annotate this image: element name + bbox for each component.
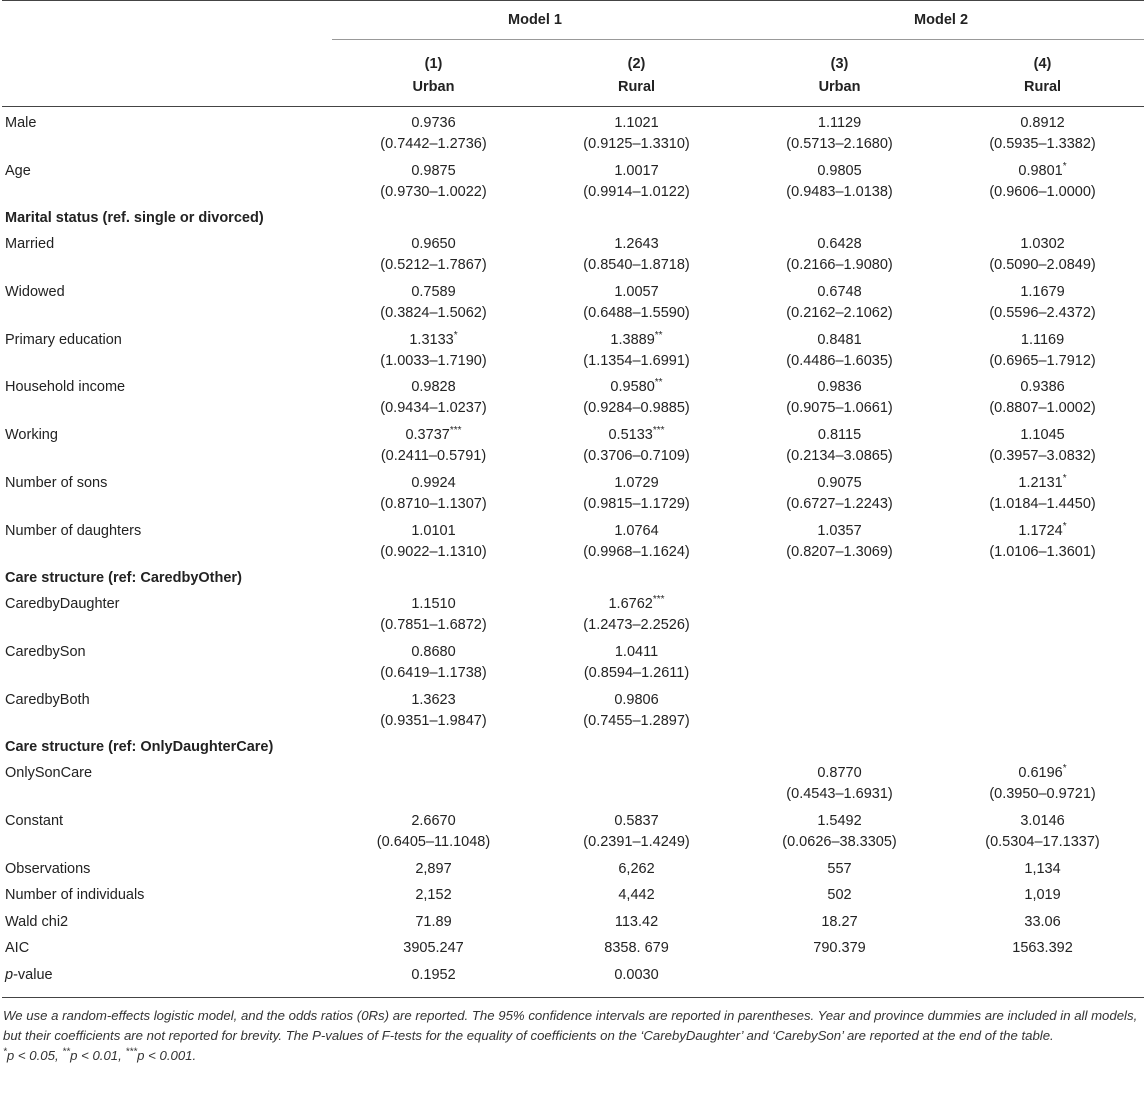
confidence-interval: (0.2391–1.4249) — [583, 833, 690, 850]
table-row — [2, 425, 1144, 473]
stat-value: 8358. 679 — [604, 940, 669, 957]
stat-row — [2, 885, 1144, 912]
odds-ratio: 2.6670 — [411, 812, 456, 829]
stat-value: 2,897 — [415, 860, 452, 877]
coefficient-cell — [738, 811, 941, 859]
confidence-interval: (1.1354–1.6991) — [583, 352, 690, 369]
row-label: Male — [5, 115, 37, 131]
confidence-interval: (0.9606–1.0000) — [989, 183, 1096, 200]
coefficient-cell — [738, 521, 941, 569]
confidence-interval: (1.0106–1.3601) — [989, 543, 1096, 560]
odds-ratio: 1.3133* — [409, 329, 458, 348]
odds-ratio: 0.7589 — [411, 284, 456, 301]
coefficient-cell — [738, 234, 941, 282]
stat-value: 71.89 — [415, 913, 452, 930]
row-label: Married — [5, 236, 55, 253]
model-1-header: Model 1 — [332, 1, 738, 40]
confidence-interval: (0.6727–1.2243) — [786, 495, 893, 512]
coefficient-cell — [941, 642, 1144, 690]
model-2-header: Model 2 — [738, 1, 1144, 40]
pvalue-value: 0.1952 — [411, 966, 456, 983]
confidence-interval: (0.9075–1.0661) — [786, 400, 893, 417]
pvalue-value: 0.0030 — [614, 966, 659, 983]
confidence-interval: (0.5596–2.4372) — [989, 305, 1096, 322]
odds-ratio: 0.9828 — [411, 379, 456, 396]
confidence-interval: (0.5090–2.0849) — [989, 257, 1096, 274]
coefficient-cell — [535, 763, 738, 811]
coefficient-cell — [941, 690, 1144, 738]
coefficient-cell — [332, 425, 535, 473]
column-name: Rural — [1023, 79, 1062, 95]
coefficient-cell — [332, 690, 535, 738]
significance-note: *p < 0.05, **p < 0.01, ***p < 0.001. — [3, 1046, 197, 1064]
column-name: Urban — [412, 79, 455, 95]
confidence-interval: (0.5304–17.1337) — [985, 833, 1100, 850]
pvalue-label: p-value — [5, 966, 53, 983]
confidence-interval: (1.0033–1.7190) — [380, 352, 487, 369]
significance-stars: *** — [652, 594, 665, 606]
confidence-interval: (0.8594–1.2611) — [583, 664, 690, 681]
odds-ratio: 0.5133*** — [608, 425, 665, 444]
odds-ratio: 0.5837 — [614, 812, 659, 829]
odds-ratio: 1.6762*** — [608, 594, 665, 613]
confidence-interval: (0.8710–1.1307) — [380, 495, 487, 512]
confidence-interval: (0.9351–1.9847) — [380, 712, 487, 729]
table-footnote — [0, 998, 1144, 1066]
section-title: Care structure (ref: CaredbyOther) — [5, 570, 242, 587]
coefficient-cell — [332, 234, 535, 282]
coefficient-cell — [535, 811, 738, 859]
odds-ratio: 0.9924 — [411, 474, 456, 491]
coefficient-cell — [332, 594, 535, 642]
confidence-interval: (0.7442–1.2736) — [380, 136, 487, 152]
row-label: Widowed — [5, 284, 65, 301]
confidence-interval: (0.9914–1.0122) — [583, 183, 690, 200]
table-row — [2, 282, 1144, 330]
coefficient-cell — [738, 282, 941, 330]
coefficient-cell — [332, 330, 535, 378]
stat-value: 790.379 — [813, 940, 866, 957]
coefficient-cell — [535, 473, 738, 521]
coefficient-cell — [535, 234, 738, 282]
significance-stars: * — [453, 329, 458, 341]
header-spacer — [2, 1, 332, 40]
column-number: (2) — [627, 56, 646, 72]
odds-ratio: 1.1679 — [1020, 284, 1065, 301]
stat-value: 113.42 — [614, 913, 659, 930]
odds-ratio: 0.8680 — [411, 643, 456, 660]
table-row — [2, 521, 1144, 569]
confidence-interval: (0.7455–1.2897) — [583, 712, 690, 729]
significance-stars: * — [1062, 520, 1067, 532]
confidence-interval: (0.3957–3.0832) — [989, 448, 1096, 465]
confidence-interval: (0.6405–11.1048) — [376, 833, 491, 850]
row-label: Age — [5, 162, 31, 179]
odds-ratio: 1.0411 — [614, 643, 659, 660]
odds-ratio: 1.0302 — [1020, 236, 1065, 253]
odds-ratio: 0.8770 — [817, 765, 862, 782]
row-label: OnlySonCare — [5, 765, 93, 782]
odds-ratio: 1.3623 — [411, 691, 456, 708]
section-header-row — [2, 208, 1144, 234]
confidence-interval: (0.2134–3.0865) — [786, 448, 893, 465]
coefficient-cell — [941, 811, 1144, 859]
odds-ratio: 1.2131* — [1018, 472, 1067, 491]
section-title: Care structure (ref: OnlyDaughterCare) — [5, 739, 274, 756]
coefficient-cell — [941, 161, 1144, 209]
odds-ratio: 1.0357 — [817, 522, 862, 539]
coefficient-cell — [332, 521, 535, 569]
row-label: CaredbySon — [5, 643, 86, 660]
confidence-interval: (0.9284–0.9885) — [583, 400, 690, 417]
coefficient-cell — [332, 811, 535, 859]
odds-ratio: 1.1510 — [411, 596, 456, 613]
odds-ratio: 0.9580** — [610, 377, 663, 396]
coefficient-cell — [738, 330, 941, 378]
stat-value: 3905.247 — [403, 940, 464, 957]
coefficient-cell — [738, 763, 941, 811]
confidence-interval: (0.4543–1.6931) — [786, 786, 893, 803]
confidence-interval: (0.0626–38.3305) — [782, 833, 897, 850]
odds-ratio: 0.8115 — [817, 427, 862, 444]
table-row — [2, 113, 1144, 161]
row-label: Number of sons — [5, 474, 108, 491]
stat-value: 18.27 — [821, 913, 858, 930]
table-body — [2, 107, 1144, 992]
coefficient-cell — [941, 763, 1144, 811]
row-label: Working — [5, 427, 58, 444]
odds-ratio: 1.0057 — [614, 284, 659, 301]
odds-ratio: 0.6428 — [817, 236, 862, 253]
coefficient-cell — [941, 330, 1144, 378]
odds-ratio: 1.0101 — [411, 522, 456, 539]
stat-label: Wald chi2 — [5, 913, 69, 930]
odds-ratio: 1.1724* — [1018, 520, 1067, 539]
coefficient-cell — [941, 521, 1144, 569]
stat-value: 1,134 — [1024, 860, 1061, 877]
row-label: Number of daughters — [5, 522, 142, 539]
confidence-interval: (0.7851–1.6872) — [380, 617, 487, 634]
significance-stars: *** — [652, 425, 665, 437]
column-number: (3) — [830, 56, 849, 72]
coefficient-cell — [941, 594, 1144, 642]
row-label: CaredbyDaughter — [5, 596, 120, 613]
confidence-interval: (0.8207–1.3069) — [786, 543, 893, 560]
coefficient-cell — [738, 161, 941, 209]
confidence-interval: (0.9125–1.3310) — [583, 136, 690, 152]
odds-ratio: 0.6748 — [817, 284, 862, 301]
odds-ratio: 1.1045 — [1020, 427, 1065, 444]
odds-ratio: 1.1169 — [1020, 331, 1065, 348]
odds-ratio: 3.0146 — [1020, 812, 1065, 829]
coefficient-cell — [738, 473, 941, 521]
stat-value: 502 — [827, 887, 852, 904]
odds-ratio: 0.9805 — [817, 162, 862, 179]
odds-ratio: 0.9836 — [817, 379, 862, 396]
column-number: (1) — [424, 56, 443, 72]
row-label: Constant — [5, 812, 64, 829]
table-row — [2, 161, 1144, 209]
stat-row — [2, 859, 1144, 886]
coefficient-cell — [535, 521, 738, 569]
section-title: Marital status (ref. single or divorced) — [5, 210, 264, 227]
pvalue-value — [941, 965, 1144, 992]
confidence-interval: (0.9434–1.0237) — [380, 400, 487, 417]
column-number: (4) — [1033, 56, 1052, 72]
table-row — [2, 811, 1144, 859]
confidence-interval: (0.3950–0.9721) — [989, 786, 1096, 803]
coefficient-cell — [332, 161, 535, 209]
confidence-interval: (0.9730–1.0022) — [380, 183, 487, 200]
confidence-interval: (0.5212–1.7867) — [380, 257, 487, 274]
coefficient-cell — [535, 377, 738, 425]
confidence-interval: (0.2166–1.9080) — [786, 257, 893, 274]
coefficient-cell — [941, 377, 1144, 425]
coefficient-cell — [332, 473, 535, 521]
confidence-interval: (0.6488–1.5590) — [583, 305, 690, 322]
stat-value: 1,019 — [1024, 887, 1061, 904]
coefficient-cell — [535, 690, 738, 738]
table-row — [2, 330, 1144, 378]
odds-ratio: 1.2643 — [614, 236, 659, 253]
coefficient-cell — [535, 282, 738, 330]
section-header-row — [2, 568, 1144, 594]
odds-ratio: 1.1021 — [614, 115, 659, 131]
stat-value: 33.06 — [1024, 913, 1061, 930]
odds-ratio: 0.9650 — [411, 236, 456, 253]
confidence-interval: (1.0184–1.4450) — [989, 495, 1096, 512]
confidence-interval: (0.3706–0.7109) — [583, 448, 690, 465]
stat-value: 1563.392 — [1012, 940, 1073, 957]
confidence-interval: (0.6965–1.7912) — [989, 352, 1096, 369]
coefficient-cell — [332, 282, 535, 330]
stat-label: Observations — [5, 860, 91, 877]
odds-ratio: 1.0729 — [614, 474, 659, 491]
row-label: CaredbyBoth — [5, 691, 90, 708]
coefficient-cell — [535, 642, 738, 690]
confidence-interval: (0.9968–1.1624) — [583, 543, 690, 560]
table-row — [2, 594, 1144, 642]
odds-ratio: 1.0017 — [614, 162, 659, 179]
confidence-interval: (0.5935–1.3382) — [989, 136, 1096, 152]
coefficient-cell — [332, 113, 535, 161]
coefficient-cell — [941, 473, 1144, 521]
regression-table — [2, 0, 1144, 991]
confidence-interval: (0.8540–1.8718) — [583, 257, 690, 274]
odds-ratio: 0.6196* — [1018, 763, 1067, 782]
coefficient-cell — [738, 642, 941, 690]
confidence-interval: (0.9483–1.0138) — [786, 183, 893, 200]
coefficient-cell — [738, 113, 941, 161]
odds-ratio: 0.9075 — [817, 474, 862, 491]
coefficient-cell — [941, 425, 1144, 473]
stat-label: AIC — [5, 940, 30, 957]
confidence-interval: (0.5713–2.1680) — [786, 136, 893, 152]
coefficient-cell — [332, 763, 535, 811]
odds-ratio: 0.9806 — [614, 691, 659, 708]
significance-stars: *** — [449, 425, 462, 437]
confidence-interval: (0.9815–1.1729) — [583, 495, 690, 512]
confidence-interval: (0.3824–1.5062) — [380, 305, 487, 322]
odds-ratio: 0.3737*** — [405, 425, 462, 444]
coefficient-cell — [332, 377, 535, 425]
column-name: Urban — [818, 79, 861, 95]
table-row — [2, 234, 1144, 282]
stat-row — [2, 938, 1144, 965]
stat-row — [2, 912, 1144, 939]
odds-ratio: 0.8912 — [1020, 115, 1065, 131]
confidence-interval: (0.9022–1.1310) — [380, 543, 487, 560]
stat-value: 557 — [827, 860, 852, 877]
confidence-interval: (0.6419–1.1738) — [380, 664, 487, 681]
confidence-interval: (0.2411–0.5791) — [380, 448, 487, 465]
table-row — [2, 690, 1144, 738]
stat-label: Number of individuals — [5, 887, 145, 904]
significance-stars: * — [1062, 763, 1067, 775]
pvalue-row — [2, 965, 1144, 992]
significance-stars: * — [1062, 472, 1067, 484]
coefficient-cell — [738, 594, 941, 642]
table-row — [2, 377, 1144, 425]
coefficient-cell — [941, 113, 1144, 161]
stat-value: 4,442 — [618, 887, 655, 904]
coefficient-cell — [941, 234, 1144, 282]
stat-value: 2,152 — [415, 887, 452, 904]
confidence-interval: (1.2473–2.2526) — [583, 617, 690, 634]
column-name: Rural — [617, 79, 656, 95]
confidence-interval: (0.8807–1.0002) — [989, 400, 1096, 417]
odds-ratio: 0.8481 — [817, 331, 862, 348]
odds-ratio: 1.0764 — [614, 522, 659, 539]
table-row — [2, 473, 1144, 521]
odds-ratio: 1.3889** — [610, 329, 663, 348]
coefficient-cell — [535, 161, 738, 209]
coefficient-cell — [738, 690, 941, 738]
coefficient-cell — [941, 282, 1144, 330]
table-row — [2, 642, 1144, 690]
odds-ratio: 1.1129 — [817, 115, 862, 131]
odds-ratio: 1.5492 — [817, 812, 862, 829]
coefficient-cell — [535, 330, 738, 378]
odds-ratio: 0.9875 — [411, 162, 456, 179]
footnote-text: We use a random-effects logistic model, and the odds ratios (0Rs) are reported. The 95% confidence intervals are reported in parentheses. Year and province dummies are included in all models, but their coefficients are not reported for brevity. The P-values of F-tests for the equality of coefficients on the ‘CarebyDaughter’ and ‘CarebySon’ are reported at the end of the table. — [3, 1008, 1138, 1044]
significance-stars: ** — [654, 377, 663, 389]
row-label: Household income — [5, 379, 126, 396]
row-label: Primary education — [5, 331, 122, 348]
odds-ratio: 0.9736 — [411, 115, 456, 131]
odds-ratio: 0.9801* — [1018, 160, 1067, 179]
significance-stars: * — [1062, 160, 1067, 172]
coefficient-cell — [332, 642, 535, 690]
stat-value: 6,262 — [618, 860, 655, 877]
odds-ratio: 0.9386 — [1020, 379, 1065, 396]
pvalue-value — [738, 965, 941, 992]
significance-stars: ** — [654, 329, 663, 341]
coefficient-cell — [738, 377, 941, 425]
coefficient-cell — [738, 425, 941, 473]
table-row — [2, 763, 1144, 811]
coefficient-cell — [535, 113, 738, 161]
coefficient-cell — [535, 425, 738, 473]
coefficient-cell — [535, 594, 738, 642]
confidence-interval: (0.2162–2.1062) — [786, 305, 893, 322]
section-header-row — [2, 737, 1144, 763]
confidence-interval: (0.4486–1.6035) — [786, 352, 893, 369]
